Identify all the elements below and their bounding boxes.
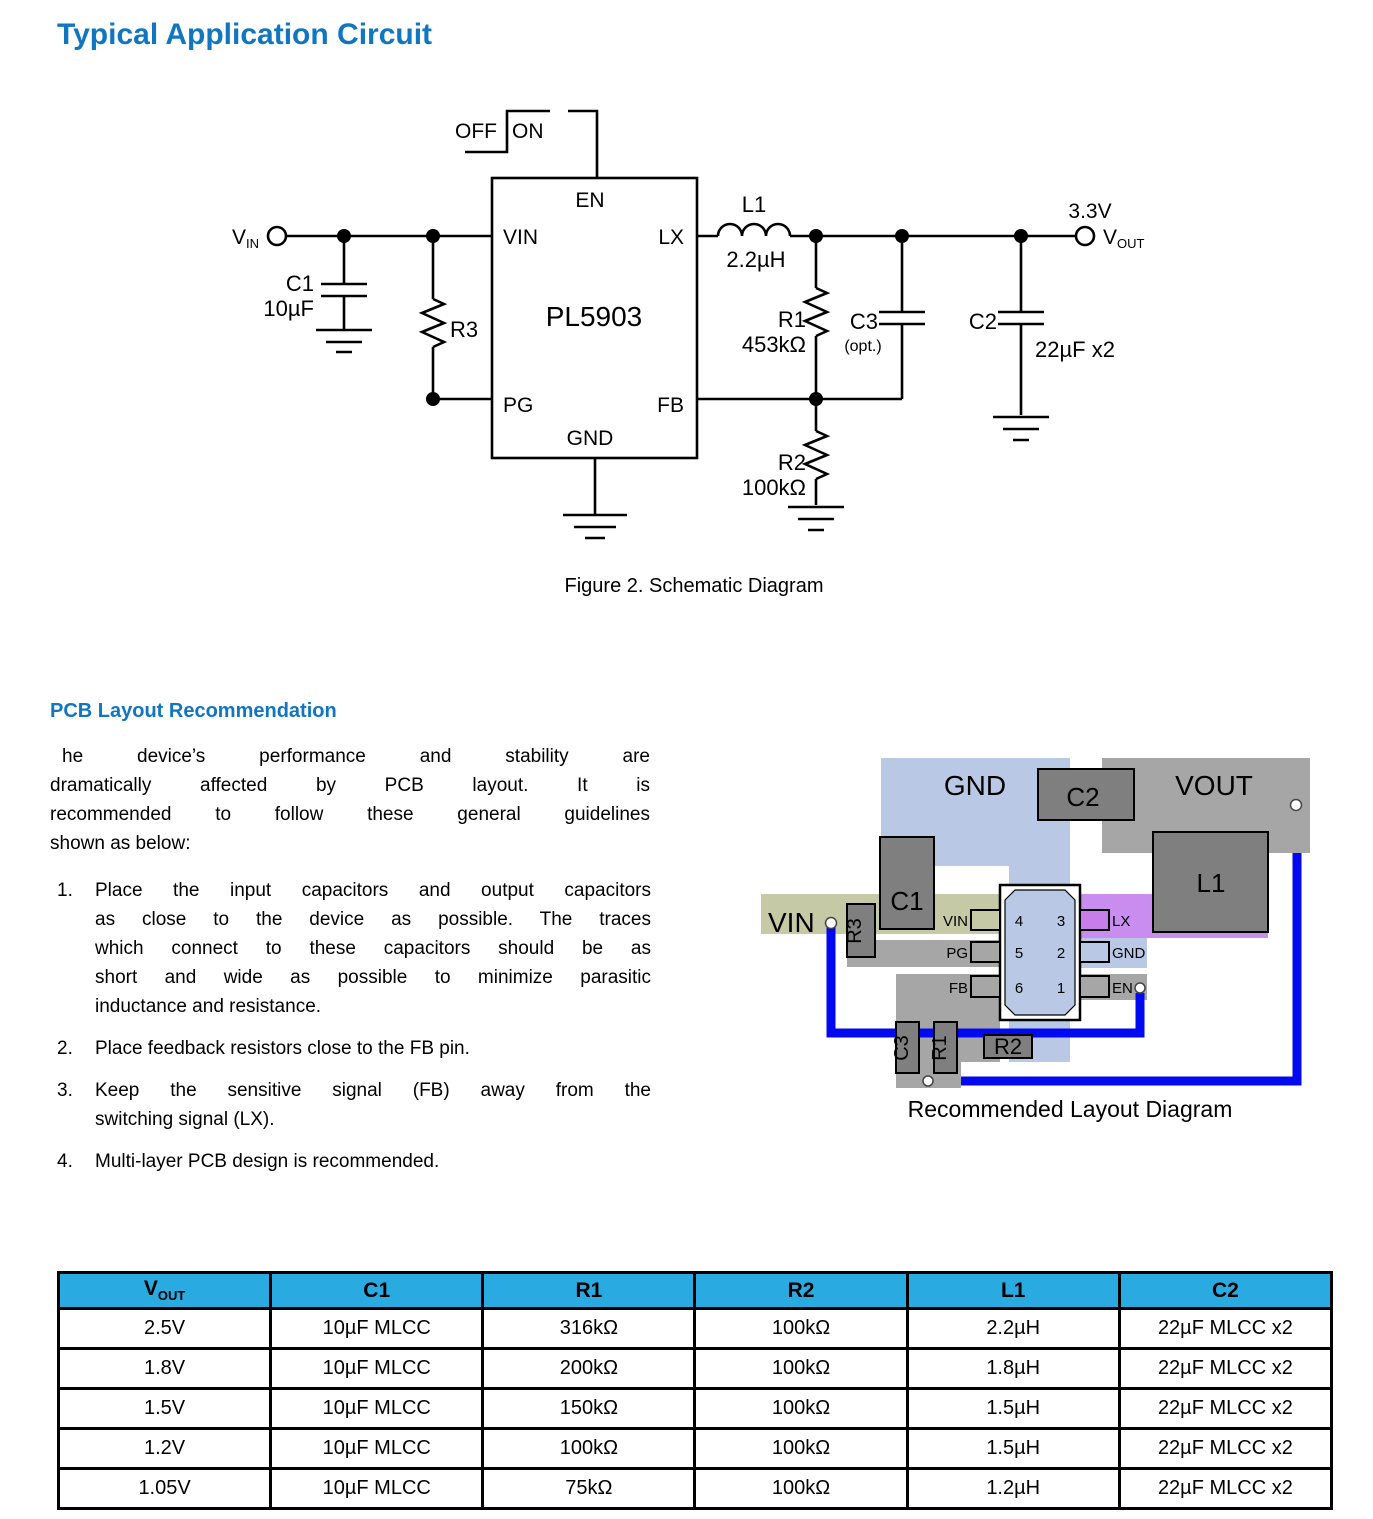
wire-pg [433, 347, 492, 399]
figure-caption: Figure 2. Schematic Diagram [564, 575, 824, 597]
pin-number-1: 1 [1056, 980, 1066, 997]
r3-label: R3 [844, 918, 866, 944]
cell: 1.8V [59, 1349, 271, 1389]
r2-ground-symbol [788, 507, 844, 530]
list-item-line: which connect to these capacitors should be as [95, 938, 651, 959]
table-row [59, 1429, 1332, 1469]
vin-plane-label: VIN [768, 907, 815, 938]
intro-line: shown as below: [50, 833, 191, 854]
list-item-line: switching signal (LX). [95, 1109, 275, 1130]
cell: 1.5µH [907, 1429, 1119, 1469]
c1-capacitor [321, 236, 367, 330]
c3-label: C3 [891, 1035, 913, 1061]
list-item-line: Place the input capacitors and output capacitors [95, 880, 651, 901]
cell: 100kΩ [695, 1349, 907, 1389]
list-item [57, 876, 659, 1021]
c2-ref-label: C2 [968, 309, 997, 334]
cell: 22µF MLCC x2 [1119, 1469, 1331, 1509]
schematic-diagram [0, 85, 1373, 565]
r2-label: R2 [993, 1034, 1023, 1059]
table-row [59, 1469, 1332, 1509]
pin-number-3: 3 [1056, 913, 1066, 930]
table-row [59, 1389, 1332, 1429]
r1-value-label: 453kΩ [741, 332, 806, 357]
en-via [1135, 983, 1145, 993]
vout-plane-label: VOUT [1175, 770, 1253, 801]
cell: 22µF MLCC x2 [1119, 1349, 1331, 1389]
col-header-c2: C2 [1119, 1273, 1331, 1309]
cell: 10µF MLCC [271, 1309, 483, 1349]
vout-terminal [1076, 227, 1094, 245]
vin-via [826, 918, 837, 929]
list-item-number: 1. [57, 880, 73, 901]
pin-gnd-label: GND [566, 427, 614, 450]
col-header-r2: R2 [695, 1273, 907, 1309]
pin-number-4: 4 [1014, 913, 1024, 930]
pcb-guideline-list [57, 876, 659, 1189]
r2-resistor [805, 431, 827, 479]
pad-gnd [1080, 942, 1109, 962]
pad-vin [971, 910, 1000, 930]
pad-en-label: EN [1112, 980, 1133, 997]
r2-value-label: 100kΩ [741, 475, 806, 500]
pin-vin-label: VIN [503, 226, 539, 249]
pin-pg-label: PG [503, 394, 534, 417]
vout-net-label: VOUT [1103, 226, 1145, 251]
cell: 22µF MLCC x2 [1119, 1429, 1331, 1469]
list-item-line: inductance and resistance. [95, 996, 322, 1017]
vout-via [1291, 800, 1302, 811]
c1-ref-label: C1 [285, 271, 314, 296]
cell: 1.5V [59, 1389, 271, 1429]
switch-off-label: OFF [455, 120, 497, 143]
list-item [57, 1034, 659, 1063]
pin-en-label: EN [575, 189, 605, 212]
c2-label: C2 [1066, 782, 1100, 812]
pad-pg [971, 942, 1000, 962]
cell: 2.5V [59, 1309, 271, 1349]
r1-resistor [805, 288, 827, 336]
col-header-r1: R1 [483, 1273, 695, 1309]
cell: 100kΩ [695, 1469, 907, 1509]
c2-ground-symbol [993, 417, 1049, 440]
r3-ref-label: R3 [450, 317, 479, 342]
pin-lx-label: LX [658, 226, 684, 249]
vout-voltage-label: 3.3V [1068, 200, 1112, 223]
col-header-l1: L1 [907, 1273, 1119, 1309]
pad-vin-label: VIN [942, 913, 968, 930]
cell: 1.8µH [907, 1349, 1119, 1389]
r2-ref-label: R2 [777, 450, 806, 475]
r1-ref-label: R1 [777, 307, 806, 332]
cell: 10µF MLCC [271, 1389, 483, 1429]
pad-fb-label: FB [948, 980, 968, 997]
fb-via [923, 1076, 933, 1086]
list-item-line: Multi-layer PCB design is recommended. [95, 1151, 440, 1172]
c1-value-label: 10µF [263, 296, 314, 321]
cell: 316kΩ [483, 1309, 695, 1349]
vin-terminal [268, 227, 286, 245]
l1-ref-label: L1 [741, 192, 767, 217]
c1-label: C1 [890, 886, 924, 916]
cell: 10µF MLCC [271, 1349, 483, 1389]
pin-number-6: 6 [1014, 980, 1024, 997]
chip-name: PL5903 [545, 301, 643, 332]
r3-resistor [422, 299, 444, 347]
list-item-line: Keep the sensitive signal (FB) away from the [95, 1080, 651, 1101]
pcb-section-heading: PCB Layout Recommendation [50, 700, 337, 722]
pad-pg-label: PG [946, 945, 968, 962]
col-header-vout: $V_{OUT}$ [59, 1273, 271, 1309]
pin-number-5: 5 [1014, 945, 1024, 962]
cell: 1.5µH [907, 1389, 1119, 1429]
table-header-row [59, 1273, 1332, 1309]
col-header-c1: C1 [271, 1273, 483, 1309]
pad-fb [971, 976, 1000, 997]
application-values-table [57, 1271, 1333, 1510]
cell: 22µF MLCC x2 [1119, 1389, 1331, 1429]
switch-on-label: ON [512, 120, 544, 143]
list-item-line: Place feedback resistors close to the FB pin. [95, 1038, 470, 1059]
cell: 200kΩ [483, 1349, 695, 1389]
l1-label: L1 [1196, 868, 1226, 898]
list-item-number: 2. [57, 1038, 73, 1059]
page-title: Typical Application Circuit [57, 18, 433, 51]
c1-ground-symbol [316, 330, 372, 352]
layout-caption: Recommended Layout Diagram [907, 1096, 1233, 1122]
pad-en [1080, 976, 1109, 997]
cell: 10µF MLCC [271, 1469, 483, 1509]
pad-lx-label: LX [1112, 913, 1131, 930]
gnd-plane-label: GND [943, 770, 1007, 801]
vin-net-label: VIN [232, 226, 260, 251]
list-item-number: 4. [57, 1151, 73, 1172]
cell: 75kΩ [483, 1469, 695, 1509]
c2-value-label: 22µF x2 [1035, 337, 1115, 362]
list-item-line: short and wide as possible to minimize parasitic [95, 967, 651, 988]
intro-line: dramatically affected by PCB layout. It is [50, 775, 650, 796]
list-item-line: as close to the device as possible. The traces [95, 909, 651, 930]
chip-ground-symbol [563, 515, 627, 538]
l1-inductor [718, 224, 790, 236]
pad-gnd-label: GND [1112, 945, 1146, 962]
pcb-intro-paragraph [50, 742, 650, 858]
intro-line: recommended to follow these general guidelines [50, 804, 650, 825]
cell: 100kΩ [695, 1309, 907, 1349]
cell: 10µF MLCC [271, 1429, 483, 1469]
cell: 1.2µH [907, 1469, 1119, 1509]
c3-note-label: (opt.) [844, 338, 882, 355]
l1-value-label: 2.2µH [726, 247, 786, 272]
cell: 2.2µH [907, 1309, 1119, 1349]
table-row [59, 1349, 1332, 1389]
intro-line: he device’s performance and stability are [62, 746, 650, 767]
r1-label: R1 [929, 1035, 951, 1061]
cell: 100kΩ [695, 1429, 907, 1469]
list-item [57, 1147, 659, 1176]
c2-capacitor [998, 236, 1044, 415]
c3-ref-label: C3 [849, 309, 878, 334]
cell: 100kΩ [483, 1429, 695, 1469]
cell: 1.05V [59, 1469, 271, 1509]
list-item-number: 3. [57, 1080, 73, 1101]
cell: 22µF MLCC x2 [1119, 1309, 1331, 1349]
pcb-layout-diagram [750, 750, 1373, 1130]
table-row [59, 1309, 1332, 1349]
pin-fb-label: FB [657, 394, 684, 417]
c3-capacitor [879, 236, 925, 399]
cell: 1.2V [59, 1429, 271, 1469]
cell: 150kΩ [483, 1389, 695, 1429]
list-item [57, 1076, 659, 1134]
pad-lx [1080, 910, 1109, 930]
pin-number-2: 2 [1056, 945, 1066, 962]
cell: 100kΩ [695, 1389, 907, 1429]
